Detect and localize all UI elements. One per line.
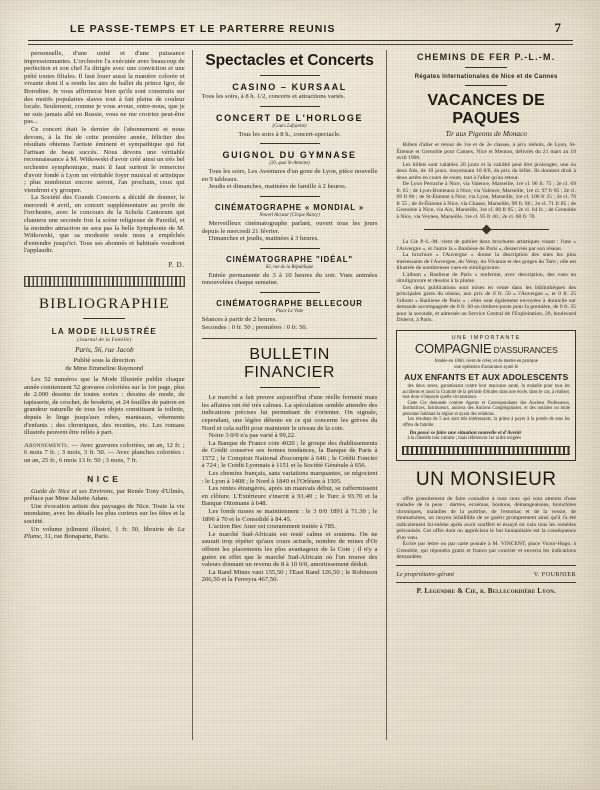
venue-address: 82, rue de la République (265, 264, 314, 270)
subscription-line2: — Avec planches coloriées : un an, 25 fr., 6 mois 13 fr. 50 ; 3 mois, 7 fr. (24, 449, 185, 464)
tir-subheading: Tir aux Pigeons de Monaco (445, 129, 528, 138)
nice-description: Une évocation artiste des paysages de Nice. Toute la vie mondaine, avec les détails les plus curieux sur les fêtes et la société. (24, 502, 185, 525)
article-paragraph: Ce concert était le dernier de l'abonnement et nous devons, à la fin de cette première année, féliciter des résultats obtenus l'artiste éminent et sympathique qui fut l'artisan de beau succès. Nous devons une véritable reconnaissance à M. Witkowski d'avoir créé ainsi un très bel orchestre symphonique, mais il faut surtout le remercier d'avoir fondé à Lyon un véritable foyer musical et artistique ; plus nombreux encore seront, l'an prochain, ceux qui viendront s'y grouper. (24, 125, 185, 194)
venue-info: Dimanches et jeudis, matinées à 3 heures. (208, 235, 319, 243)
colophon-label: Le propriétaire-gérant (396, 570, 455, 578)
colophon-rule-bottom (396, 582, 576, 583)
bulletin-paragraph: Le marché a fait preuve aujourd'hui d'une réelle fermeté mais les affaires ont été très calmes. La spéculation semble attendre des indications précises lui permettant de s'orienter. On signale, cependant, une légère détente en ce qui concerne les grèves du Nord et cela suffit pour maintenir le niveau de la cote. (201, 394, 378, 432)
colophon-rule-top (396, 565, 576, 566)
venue-name-cinema-ideal: CINÉMATOGRAPHE "IDÉAL" (226, 254, 354, 264)
bulletin-paragraph: Notre 3 0/0 n'a pas varié à 99,22. (208, 432, 296, 440)
colophon-name: V. FOURNIER (533, 570, 576, 578)
work-title-nice: NICE (87, 473, 122, 484)
nice-publisher-italic: La Plume (24, 525, 185, 541)
ad-monsieur-title: UN MONSIEUR (415, 468, 557, 490)
arrow-bar-right (489, 229, 549, 231)
bulletin-paragraph: L'action Bec Auer est couramment traitée à 785. (208, 523, 336, 531)
nice-credit (24, 488, 185, 503)
heading-rule (83, 318, 125, 319)
heading-rule (465, 67, 507, 68)
heading-rule (260, 387, 320, 388)
bulletin-paragraph: Le marché Sud-Africain est resté calme et soutenu. On ne saurait trop répéter qu'aux cours actuels, nombre de mines d'Or offrent les placements les plus avantageux de la Cote ; il n'y a guère en effet que le marché Sud-Africain où l'on trouve des valeurs donnant un revenu de 8 à 10 0/0, amortissement déduit. (201, 530, 378, 569)
work-direction-line1: Publié sous la direction (73, 357, 136, 365)
venue-divider (260, 248, 320, 249)
column-rule (386, 50, 387, 740)
nice-publisher-pre: Un volume joliment illustré, 1 fr. 50, librairie de (31, 525, 178, 533)
vacances-heading: VACANCES DE PAQUES (427, 92, 545, 127)
arrow-bar-left (424, 229, 484, 231)
arrow-diamond-icon (481, 225, 491, 235)
brochure-paragraph: La Cie P.-L.-M. vient de publier deux brochures artistiques visant : l'une « l'Auvergne », et l'autre la « Banlieue de Paris », desservies par son réseau. (396, 239, 576, 252)
plm-paragraph: Les billets sont valables 20 jours et la validité peut être prolongée, une ou deux fois, de 10 jours, moyennant 10 0/0, du prix du billet. Ils donnent droit à deux arrêts en cours de route, tant à l'aller qu'au retour. (396, 161, 576, 181)
section-divider (202, 338, 378, 339)
nice-title-italic: Guide de Nice et ses Environs, (31, 487, 115, 495)
venue-address: (Cours Lafayette) (272, 123, 307, 129)
ornament-divider (24, 276, 185, 287)
spectacles-heading: Spectacles et Concerts (205, 52, 374, 69)
venue-info: Tous les soirs, à 8 h. 1/2, concerts et attractions variés. (201, 93, 346, 100)
work-description: Les 52 numéros que la Mode Illustrée publie chaque année contiennent 52 gravures coloriées sur la 1re page, plus de 2.000 dessins de toutes sortes : dessins de mode, de tapisserie, de crochet, de broderie, et 24 feuilles de patron en grandeur naturelle de tous les objets constituant la toilette, depuis le linge jusqu'aux robes, manteaux, vêtements d'enfants ; des chroniques, des recettes, etc. Les romans illustrés peuvent être reliés à part. (24, 376, 185, 437)
venue-name-concert-horloge: CONCERT DE L'HORLOGE (215, 112, 364, 123)
page-title: LE PASSE-TEMPS ET LE PARTERRE REUNIS (70, 23, 336, 35)
venue-name-cinema-bellecour: CINÉMATOGRAPHE BELLECOUR (216, 298, 363, 308)
ad-body-2: Cette Cie demande comme Agents et Correspondants des Anciens Professeurs, Institutrices, Instituteurs, anciens des Anciens Congréganistes, et des notaires ou toute personne habitant la région et ayant des relations. (402, 400, 570, 417)
venue-address: (20, quai St-Antoine) (269, 161, 310, 167)
column-middle (196, 50, 384, 770)
venue-info: Entrée permanente de 3 à 10 heures du soir. Vues animées renouvelées chaque semaine. (201, 271, 378, 287)
venue-address: Nouvel Alcazar (Cirque Rancy) (259, 212, 320, 218)
article-paragraph: La Société des Grands Concerts a décidé de donner, le mercredi 4 avril, un concert supplémentaire au profit de l'orchestre, avec le concours de la Schola Cantorum qui chantera une seconde fois la scène religieuse de Parsifal, et la moindre attraction ne sera pas la belle Symphonie de M. Witkowski, que sa modestie seule nous a empêchés d'entendre jusqu'ici. Tous ses abonnés et habitués voudront l'applaudir. (24, 194, 185, 255)
venue-info: Merveilleux cinématographe parlant, ouvert tous les jours depuis le mercredi 21 février. (201, 219, 378, 235)
venue-name-guignol-gymnase: GUIGNOL DU GYMNASE (222, 150, 357, 161)
venue-name-cinema-mondial: CINÉMATOGRAPHE « MONDIAL » (215, 202, 365, 212)
ad-bold-line-2: à la clientèle tout comme ; mais références 1er ordre exigées (407, 436, 521, 442)
column-rule (192, 50, 193, 740)
ad-line-2: une opération d'assurance ayant le (454, 364, 519, 370)
bulletin-paragraph: Les rentes étrangères, après un mauvais début, se raffermissent en clôture. L'Extérieure s'inscrit à 91.40 ; le Turc à 93.70 et la Banque Ottomane à 648. (201, 485, 378, 508)
venue-divider (260, 106, 320, 107)
bibliographie-heading: BIBLIOGRAPHIE (39, 296, 170, 313)
ad-title-suffix: D'ASSURANCES (491, 344, 558, 355)
venue-info: Secondes : 0 fr. 50 ; premières : 0 fr. 50. (201, 323, 308, 331)
venue-divider (260, 196, 320, 197)
arrow-divider-icon (396, 226, 576, 233)
column-right (390, 50, 578, 770)
work-address: Paris, 56, rue Jacob (75, 346, 134, 355)
header-rule-secondary (28, 44, 573, 45)
plm-heading: CHEMINS DE FER P.-L.-M. (416, 52, 556, 62)
subscription-line1: — Avec gravures coloriées, un an, 12 fr. ; 6 mois 7 fr. ; 3 mois, 3 fr. 50. (24, 441, 185, 457)
plm-paragraph: Billets d'aller et retour de 1re et de 2e classes, à prix réduits, de Lyon, St-Étienne et Grenoble pour Cannes, Nice et Menton, délivrés du 21 mars au 18 avril 1906. (396, 142, 576, 161)
column-left (22, 50, 189, 770)
bulletin-paragraph: La Banque de France cote 4020 ; le groupe des établissements de Crédit conserve ses fermes tendances, la Banque de Paris à 1572 ; le Comptoir National d'escompte à 646 ; le Crédit Foncier à 724 ; le Crédit Lyonnais à 1151 et la Société Générale à 656. (201, 439, 378, 470)
heading-rule (465, 85, 507, 86)
nice-credit-rest: par Renée Tony d'Ulmès, préface par Mme Juliette Adam. (24, 487, 185, 503)
bulletin-paragraph: La Rand Mines vaut 155,50 ; l'East Rand 126,50 ; le Robinson 206,50 et la Ferreyra 467,50. (201, 568, 378, 584)
colophon (396, 571, 576, 578)
ad-subtitle: AUX ENFANTS ET AUX ADOLESCENTS (404, 372, 569, 383)
venue-address: Place Le Viste (275, 308, 304, 314)
subscription-block (24, 442, 185, 465)
brochure-paragraph: La brochure « l'Auvergne » donne la description des sites les plus intéressants de l'Auvergne, du Velay, du Vivarais et des gorges du Tarn ; elle est illustrée de nombreuses vues en similigravure. (396, 252, 576, 271)
ad-title (402, 342, 570, 357)
ad-title-main: COMPAGNIE (414, 340, 492, 356)
column-container (22, 50, 578, 770)
ad-bold-line-1: Du passé se faire une situation nouvelle et d'Avenir (409, 430, 522, 437)
work-direction-line2: de Mme Emmeline Raymond (65, 365, 144, 373)
work-subtitle: (Journal de la Famille) (77, 337, 132, 344)
page-number: 7 (554, 20, 561, 35)
masthead (28, 20, 573, 36)
nice-publisher-post: , 31, rue Bonaparte, Paris. (40, 533, 110, 541)
bulletin-paragraph: Les fonds russes se maintiennent : le 3 0/0 1891 à 71.30 ; le 1896 à 70 et le Consolidé à 84.45. (201, 508, 378, 523)
ad-compagnie-assurances[interactable] (396, 330, 576, 461)
brochure-paragraph: Ces deux publications sont mises en vente dans les bibliothèques des principales gares du réseau, aux prix de 0 fr. 50 « l'Auvergne », et 0 fr. 25 l'album « Banlieue de Paris » ; elles sont également envoyées à domicile sur demande accompagnée de 0 fr. 60 en timbres-poste pour la première, de 0 fr. 35 pour la seconde, et adressée au Service Central de l'Exploitation, 20, boulevard Diderot, à Paris. (396, 284, 576, 323)
venue-divider (260, 292, 320, 293)
ad-ornament-strip (402, 446, 570, 455)
bulletin-financier-heading: BULLETIN FINANCIER (244, 346, 335, 382)
ad-kicker: UNE IMPORTANTE (451, 334, 521, 341)
venue-info: Séances à partir de 2 heures. (201, 315, 277, 323)
work-title-mode-illustree: LA MODE ILLUSTRÉE (51, 327, 157, 337)
venue-name-casino-kursaal: CASINO – KURSAAL (232, 82, 347, 92)
work-direction (24, 357, 185, 373)
bulletin-paragraph: Les chemins français, sans variations marquantes, se négocient : le Lyon à 1408 ; le Nord à 1849 et l'Orléans à 1505. (201, 470, 378, 485)
ad-body-1: des deux sexes, garantissant contre leur mauvaise santé, la maladie pour tous les accidents et aussi la Gratuité de la période d'études dans une école, dans le cas, à réaliser, tout donc n'importe quelle circonstance. (402, 384, 570, 401)
regates-subheading: Régates Internationales de Nice et de Cannes (414, 74, 558, 80)
ad-line-1: fondée en 1860, vient de créer, et de mettre en pratique (434, 358, 538, 364)
article-paragraph: personnelle, d'une unité et d'une puissance impressionnantes. L'orchestre l'a exécutée avec beaucoup de perfection et son chef l'a dirigée avec une conviction et une piété toutes filiales. Il faut louer aussi la manière colorée et vivante dont il a rendu les airs de ballet du prince Igor, de Borodine. Je vous affirmerai bien qu'ils sont construits sur des motifs populaires slaves tout à fait pleins de couleur locale. Seulement, comme je vous avoue, entre-nous, que je ne suis jamais allé en Russie, vous ne me croiriez peut-être pas... (24, 50, 185, 126)
heading-rule (260, 75, 320, 76)
nice-publisher (24, 526, 185, 541)
venue-info: Jeudis et dimanches, matinées de famille à 2 heures. (208, 183, 347, 191)
header-rule-primary (28, 40, 573, 41)
article-signature: P. D. (168, 261, 185, 270)
brochure-paragraph: L'album « Banlieue de Paris » renferme, avec description, des vues en similigravure et dessins à la plume. (396, 271, 576, 284)
ad-monsieur-body-1: offre gratuitement de faire connaître à tous ceux qui sont atteints d'une maladie de la peau : dartres, eczémas, boutons, démangeaisons, bronchites chroniques, maladies de la poitrine, de l'estomac et de la vessie, de rhumatismes, un moyen infaillible de se guérir promptement ainsi qu'il l'a été radicalement lui-même après avoir souffert et essayé en vain tous les remèdes préconisés. Cet offre dont on appréciera le but humanitaire est la conséquence d'un vœu. (396, 495, 576, 541)
venue-info: Tous les soirs à 8 h., concert-spectacle. (238, 130, 341, 138)
plm-paragraph: De Lyon Perrache à Nice, via Valence, Marseille, 1re cl. 96 fr. 75 ; 2e cl. 69 fr. 65 ; de Lyon-Brotteaux à Nice, via Valence, Marseille, 1re cl. 97 fr 85 ; 2e cl. 69 fr 80 ; de St-Étienne à Nice, via Lyon, Marseille, 1re cl. 106 fr 25 ; 2e cl. 76 fr 55 ; de St-Étienne à Nice, via Chasse, Marseille, 99 fr. 80 ; 2e cl. 71 fr 85 ; de Grenoble à Nice, via Aix, Marseille, 1re cl. 88 fr 85 ; 2e cl. 64 fr. ; de Grenoble à Nice, via Veynes, Marseille, 1re cl. 95 fr 40 ; 2e cl. 68 fr. 70. (396, 181, 576, 220)
venue-info: Tous les soirs, Les Aventures d'un gone de Lyon, pièce nouvelle en 9 tableaux. (201, 168, 378, 183)
printer-imprint: P. Legendre & Cie, r. Bellecordière Lyon. (416, 586, 556, 595)
ad-body-3: Les résultats de 5 ans sont très intéressants, la prime à payer à la portée de tous les offres de famille. (402, 417, 570, 428)
ad-monsieur-body-2: Écrire par lettre ou par carte postale à M. VINCENT, place Victor-Hugo, à Grenoble, qui répondra gratis et franco par courrier et enverra les indications demandées. (396, 541, 576, 561)
venue-divider (260, 143, 320, 144)
subscription-label: Abonnements. (24, 441, 70, 449)
